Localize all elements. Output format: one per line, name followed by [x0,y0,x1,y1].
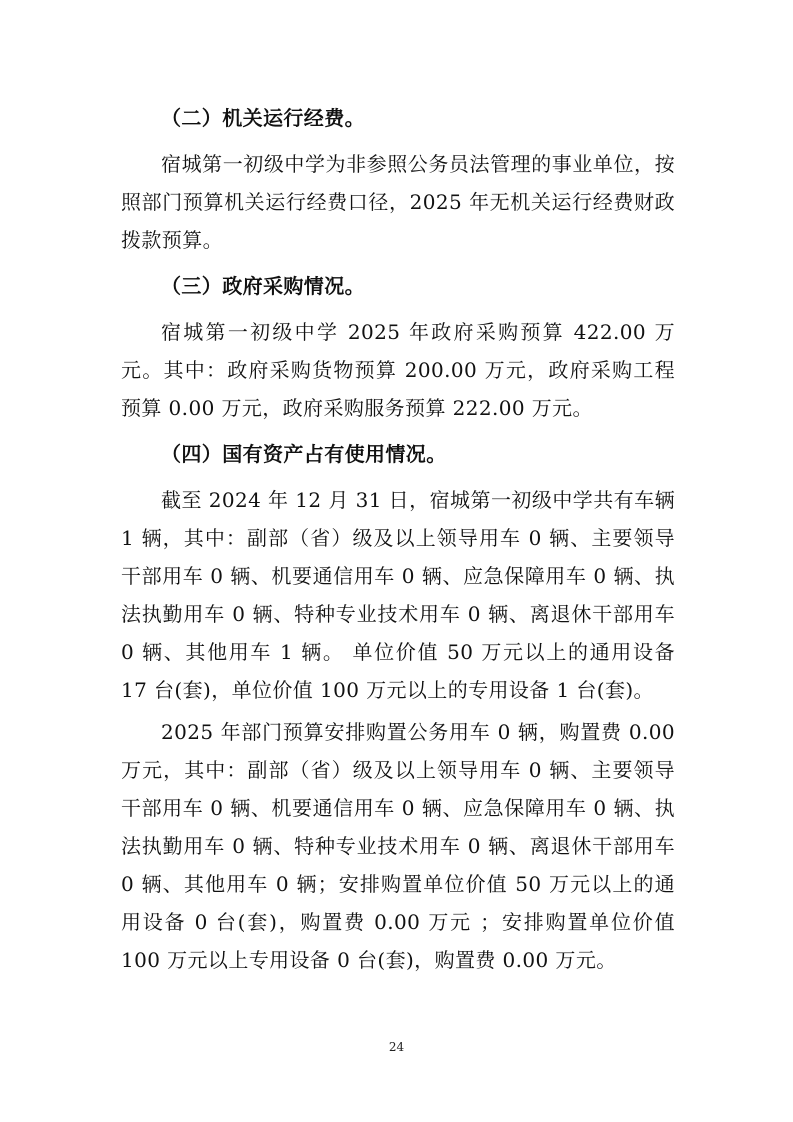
page-number: 24 [388,1040,405,1054]
paragraph-government-procurement: 宿城第一初级中学 2025 年政府采购预算 422.00 万元。其中：政府采购货物预算 200.00 万元，政府采购工程预算 0.00 万元，政府采购服务预算 222.00 万元。 [121,320,675,420]
paragraph-state-assets-purchase-plan: 2025 年部门预算安排购置公务用车 0 辆，购置费 0.00 万元，其中：副部（省）级及以上领导用车 0 辆、主要领导干部用车 0 辆、机要通信用车 0 辆、应急保障用车 0 辆、执法执勤用车 0 辆、特种专业技术用车 0 辆、离退休干部用车 0 辆、其他用车 0 辆；安排购置单位价值 50 万元以上的通用设备 0 台(套)，购置费 0.00 万元 ；安排购置单位价值 100 万元以上专用设备 0 台(套)，购置费 0.00 万元。 [121,720,675,972]
section-heading-operating-funds: （二）机关运行经费。 [161,106,365,130]
page-body [121,99,675,987]
paragraph-state-assets-vehicles: 截至 2024 年 12 月 31 日，宿城第一初级中学共有车辆 1 辆，其中：副部（省）级及以上领导用车 0 辆、主要领导干部用车 0 辆、机要通信用车 0 辆、应急保障用车 0 辆、执法执勤用车 0 辆、特种专业技术用车 0 辆、离退休干部用车 0 辆、其他用车 1 辆。 单位价值 50 万元以上的通用设备 17 台(套)，单位价值 100 万元以上的专用设备 1 台(套)。 [121,488,675,702]
paragraph-operating-funds: 宿城第一初级中学为非参照公务员法管理的事业单位，按照部门预算机关运行经费口径，2025 年无机关运行经费财政拨款预算。 [121,152,675,252]
section-heading-government-procurement: （三）政府采购情况。 [161,274,365,298]
section-heading-state-assets: （四）国有资产占有使用情况。 [161,442,447,466]
